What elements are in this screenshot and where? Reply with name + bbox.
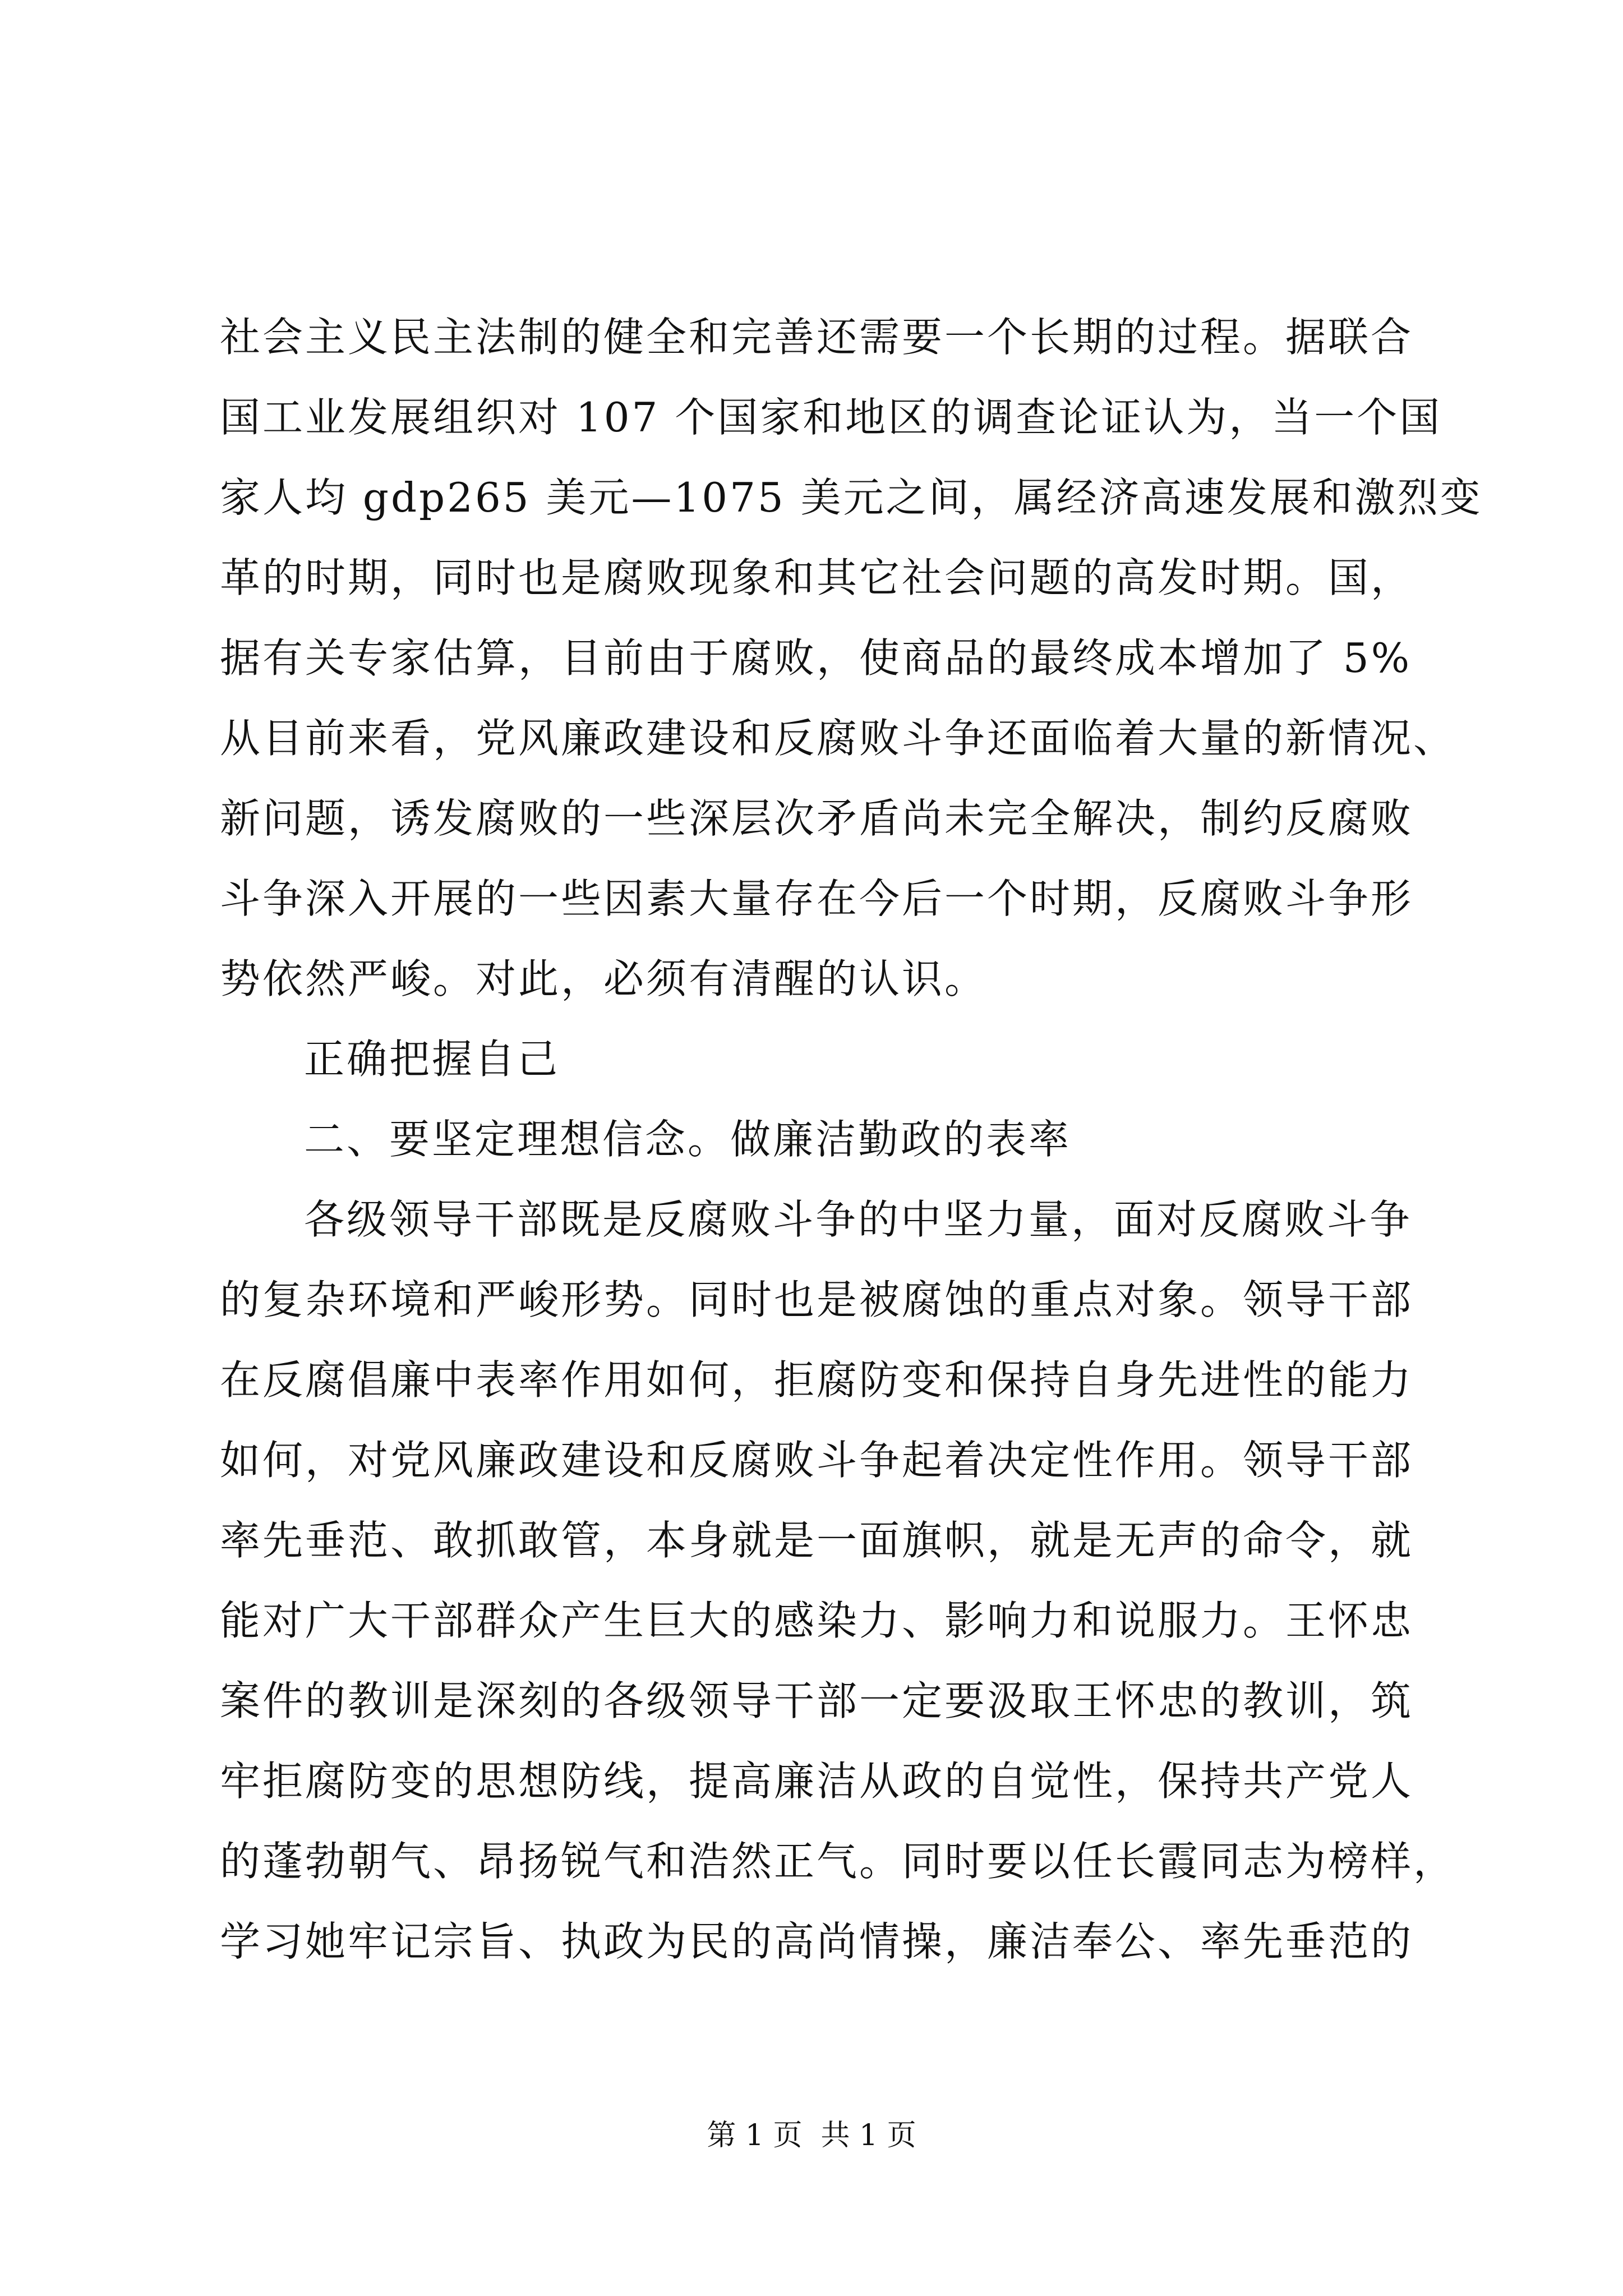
text-line: 的蓬勃朝气、昂扬锐气和浩然正气。同时要以任长霞同志为榜样， bbox=[220, 1838, 1456, 1885]
text-line: 斗争深入开展的一些因素大量存在今后一个时期，反腐败斗争形 bbox=[220, 875, 1414, 922]
text-line: 家人均 gdp265 美元—1075 美元之间，属经济高速发展和激烈变 bbox=[220, 474, 1483, 521]
paragraph-start-line: 各级领导干部既是反腐败斗争的中坚力量，面对反腐败斗争 bbox=[304, 1196, 1413, 1243]
text-line: 在反腐倡廉中表率作用如何，拒腐防变和保持自身先进性的能力 bbox=[220, 1356, 1414, 1404]
text-line: 率先垂范、敢抓敢管，本身就是一面旗帜，就是无声的命令，就 bbox=[220, 1517, 1414, 1564]
page-number-footer: 第 1 页 共 1 页 bbox=[707, 2119, 916, 2152]
text-line: 案件的教训是深刻的各级领导干部一定要汲取王怀忠的教训，筑 bbox=[220, 1677, 1414, 1724]
text-line: 学习她牢记宗旨、执政为民的高尚情操，廉洁奉公、率先垂范的 bbox=[220, 1918, 1414, 1965]
text-line: 新问题，诱发腐败的一些深层次矛盾尚未完全解决，制约反腐败 bbox=[220, 795, 1414, 842]
document-body bbox=[220, 297, 1483, 1982]
section-heading: 正确把握自己 bbox=[304, 1036, 560, 1083]
text-line: 社会主义民主法制的健全和完善还需要一个长期的过程。据联合 bbox=[220, 314, 1414, 361]
text-line: 从目前来看，党风廉政建设和反腐败斗争还面临着大量的新情况、 bbox=[220, 715, 1456, 762]
text-line: 国工业发展组织对 107 个国家和地区的调查论证认为，当一个国 bbox=[220, 394, 1442, 441]
text-line: 如何，对党风廉政建设和反腐败斗争起着决定性作用。领导干部 bbox=[220, 1437, 1414, 1484]
text-line: 革的时期，同时也是腐败现象和其它社会问题的高发时期。国， bbox=[220, 554, 1414, 601]
text-line: 据有关专家估算，目前由于腐败，使商品的最终成本增加了 5% bbox=[220, 634, 1412, 682]
text-line: 牢拒腐防变的思想防线，提高廉洁从政的自觉性，保持共产党人 bbox=[220, 1757, 1414, 1805]
text-line: 势依然严峻。对此，必须有清醒的认识。 bbox=[220, 955, 988, 1002]
text-line: 能对广大干部群众产生巨大的感染力、影响力和说服力。王怀忠 bbox=[220, 1597, 1414, 1644]
text-line: 的复杂环境和严峻形势。同时也是被腐蚀的重点对象。领导干部 bbox=[220, 1276, 1414, 1323]
section-heading: 二、要坚定理想信念。做廉洁勤政的表率 bbox=[304, 1116, 1072, 1163]
